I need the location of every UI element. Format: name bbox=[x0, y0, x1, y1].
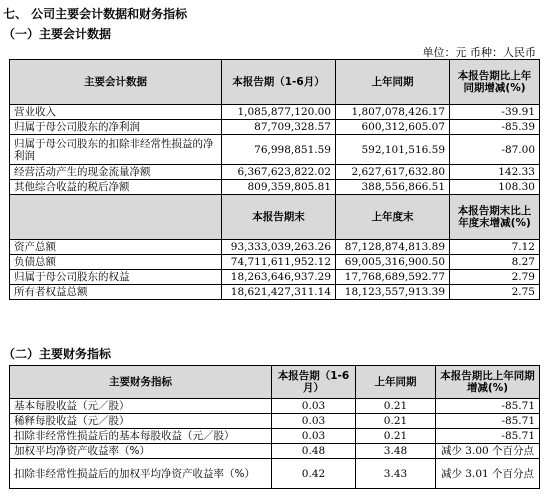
section-title: 七、 公司主要会计数据和财务指标 bbox=[3, 7, 188, 21]
row-label: 加权平均净资产收益率（%） bbox=[10, 444, 272, 459]
table-header-row bbox=[10, 60, 540, 105]
table-row bbox=[10, 165, 540, 180]
cell-value: 18,263,646,937.29 bbox=[222, 270, 336, 285]
header-cell: 本报告期末 bbox=[222, 195, 336, 240]
cell-value: 0.21 bbox=[356, 399, 436, 414]
header-cell: 本报告期（1-6月） bbox=[222, 60, 336, 105]
table-row bbox=[10, 459, 540, 489]
cell-value: -85.71 bbox=[436, 429, 540, 444]
header-cell: 本报告期比上年同期增减(%) bbox=[450, 60, 540, 105]
cell-value: 87,128,874,813.89 bbox=[336, 240, 450, 255]
table-row bbox=[10, 135, 540, 165]
cell-value: 2.79 bbox=[450, 270, 540, 285]
cell-value: 0.03 bbox=[272, 429, 356, 444]
header-cell: 主要财务指标 bbox=[10, 366, 272, 399]
cell-value: -39.91 bbox=[450, 105, 540, 120]
row-label: 负债总额 bbox=[10, 255, 222, 270]
cell-value: 1,807,078,426.17 bbox=[336, 105, 450, 120]
cell-value: 18,123,557,913.39 bbox=[336, 285, 450, 300]
cell-value: 0.21 bbox=[356, 429, 436, 444]
cell-value: 18,621,427,311.14 bbox=[222, 285, 336, 300]
header-cell: 上年同期 bbox=[356, 366, 436, 399]
cell-value: 2.75 bbox=[450, 285, 540, 300]
row-label: 扣除非经常性损益后的基本每股收益（元／股） bbox=[10, 429, 272, 444]
cell-value: 2,627,617,632.80 bbox=[336, 165, 450, 180]
table-row bbox=[10, 180, 540, 195]
cell-value: 388,556,866.51 bbox=[336, 180, 450, 195]
table-row bbox=[10, 429, 540, 444]
row-label: 基本每股收益（元／股） bbox=[10, 399, 272, 414]
cell-value: 69,005,316,900.50 bbox=[336, 255, 450, 270]
subsection-title-accounting-data: （一）主要会计数据 bbox=[3, 27, 112, 41]
row-label: 归属于母公司股东的净利润 bbox=[10, 120, 222, 135]
row-label: 所有者权益总额 bbox=[10, 285, 222, 300]
cell-value: 87,709,328.57 bbox=[222, 120, 336, 135]
row-label: 归属于母公司股东的权益 bbox=[10, 270, 222, 285]
header-cell: 本报告期末比上年度末增减(%) bbox=[450, 195, 540, 240]
table-row bbox=[10, 255, 540, 270]
cell-value: 3.48 bbox=[356, 444, 436, 459]
cell-value: 0.48 bbox=[272, 444, 356, 459]
row-label: 经营活动产生的现金流量净额 bbox=[10, 165, 222, 180]
cell-value: 6,367,623,822.02 bbox=[222, 165, 336, 180]
header-cell: 主要会计数据 bbox=[10, 60, 222, 105]
table-row bbox=[10, 105, 540, 120]
cell-value: 142.33 bbox=[450, 165, 540, 180]
cell-value: 8.27 bbox=[450, 255, 540, 270]
row-label: 营业收入 bbox=[10, 105, 222, 120]
cell-value: 3.43 bbox=[356, 459, 436, 489]
header-cell: 本报告期比上年同期增减(%) bbox=[436, 366, 540, 399]
row-label: 归属于母公司股东的扣除非经常性损益的净利润 bbox=[10, 135, 222, 165]
cell-value: 76,998,851.59 bbox=[222, 135, 336, 165]
table-row bbox=[10, 120, 540, 135]
subsection-title-financial-indicators: （二）主要财务指标 bbox=[3, 347, 112, 361]
cell-value: 0.21 bbox=[356, 414, 436, 429]
table-header-row bbox=[10, 366, 540, 399]
cell-value: 592,101,516.59 bbox=[336, 135, 450, 165]
header-cell-blank bbox=[10, 195, 222, 240]
header-cell: 上年同期 bbox=[336, 60, 450, 105]
table-row bbox=[10, 270, 540, 285]
financial-indicators-table bbox=[9, 365, 540, 489]
row-label: 其他综合收益的税后净额 bbox=[10, 180, 222, 195]
cell-value: -85.71 bbox=[436, 414, 540, 429]
table-row bbox=[10, 240, 540, 255]
cell-value: 减少 3.00 个百分点 bbox=[436, 444, 540, 459]
header-cell: 本报告期（1-6月） bbox=[272, 366, 356, 399]
cell-value: -85.39 bbox=[450, 120, 540, 135]
cell-value: 108.30 bbox=[450, 180, 540, 195]
row-label: 资产总额 bbox=[10, 240, 222, 255]
cell-value: 7.12 bbox=[450, 240, 540, 255]
cell-value: 减少 3.01 个百分点 bbox=[436, 459, 540, 489]
cell-value: 17,768,689,592.77 bbox=[336, 270, 450, 285]
table-row bbox=[10, 444, 540, 459]
cell-value: 600,312,605.07 bbox=[336, 120, 450, 135]
cell-value: -87.00 bbox=[450, 135, 540, 165]
cell-value: 74,711,611,952.12 bbox=[222, 255, 336, 270]
cell-value: 0.03 bbox=[272, 414, 356, 429]
row-label: 稀释每股收益（元／股） bbox=[10, 414, 272, 429]
cell-value: 1,085,877,120.00 bbox=[222, 105, 336, 120]
cell-value: 93,333,039,263.26 bbox=[222, 240, 336, 255]
table-row bbox=[10, 399, 540, 414]
cell-value: 809,359,805.81 bbox=[222, 180, 336, 195]
unit-currency-line: 单位：元 币种：人民币 bbox=[422, 46, 536, 59]
cell-value: -85.71 bbox=[436, 399, 540, 414]
table-row bbox=[10, 285, 540, 300]
header-cell: 上年度末 bbox=[336, 195, 450, 240]
table-subheader-row bbox=[10, 195, 540, 240]
cell-value: 0.42 bbox=[272, 459, 356, 489]
cell-value: 0.03 bbox=[272, 399, 356, 414]
accounting-data-table bbox=[9, 59, 540, 300]
row-label: 扣除非经常性损益后的加权平均净资产收益率（%） bbox=[10, 459, 272, 489]
table-row bbox=[10, 414, 540, 429]
